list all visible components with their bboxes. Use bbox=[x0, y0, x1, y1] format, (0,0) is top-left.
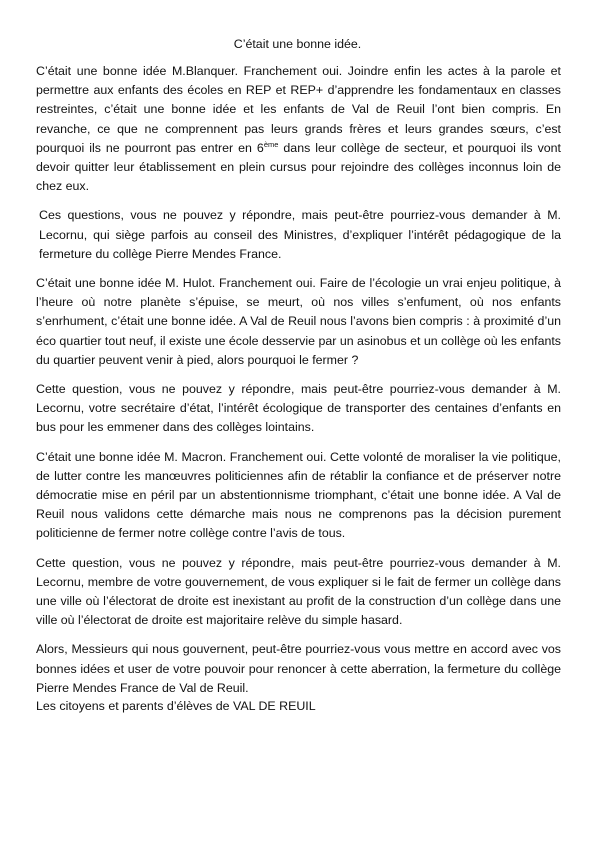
paragraph-question-politics: Cette question, vous ne pouvez y répondre, mais peut-être pourriez-vous demander à M. Lecornu, membre de votre gouvernement, de vous expliquer si le fait de fermer un collège dans une ville où l’électorat de droite est inexistant au profit de la construction d’un collège dans une ville où l’électorat de droite est majoritaire relève du simple hasard. bbox=[36, 555, 561, 628]
signature-line: Les citoyens et parents d’élèves de VAL DE REUIL bbox=[36, 699, 316, 713]
paragraph-hulot: C’était une bonne idée M. Hulot. Franchement oui. Faire de l’écologie un vrai enjeu politique, à l’heure où notre planète s’épuise, se meurt, où nos villes s’enfument, où nos enfants s’enrhument, c’était une bonne idée. A Val de Reuil nous l’avons bien compris : à proximité d’un éco quartier tout neuf, il existe une école desservie par un asinobus et un collège où les enfants du quartier peuvent venir à pied, alors pourquoi le fermer ? bbox=[36, 276, 561, 367]
paragraph-text: C’était une bonne idée M.Blanquer. Franchement oui. Joindre enfin les actes à la parole et permettre aux enfants des écoles en REP et REP+ d’apprendre les fondamentaux en classes restreintes, c’était une bonne idée et les enfants de Val de Reuil l’ont bien compris. En revanche, ce que ne comprennent pas leurs grands frères et leurs grandes sœurs, c’est pourquoi ils ne pourront pas entrer en 6 bbox=[36, 64, 561, 155]
paragraph-question-pedagogy: Ces questions, vous ne pouvez y répondre, mais peut-être pourriez-vous demander à M. Lecornu, qui siège parfois au conseil des Ministres, d’expliquer l’intérêt pédagogique de la fermeture du collège Pierre Mendes France. bbox=[39, 208, 561, 261]
document-body bbox=[36, 62, 561, 708]
document-title: C’était une bonne idée. bbox=[233, 37, 362, 51]
paragraph-blanquer bbox=[36, 62, 561, 196]
superscript-ordinal: ème bbox=[263, 139, 279, 149]
paragraph-conclusion: Alors, Messieurs qui nous gouvernent, peut-être pourriez-vous vous mettre en accord avec vos bonnes idées et user de votre pouvoir pour renoncer à cette aberration, la fermeture du collège Pierre Mendes France de Val de Reuil. bbox=[36, 642, 561, 695]
paragraph-question-ecology: Cette question, vous ne pouvez y répondre, mais peut-être pourriez-vous demander à M. Lecornu, votre secrétaire d’état, l’intérêt écologique de transporter des centaines d’enfants en bus pour les emmener dans des collèges lointains. bbox=[36, 382, 561, 435]
paragraph-text: dans leur collège de secteur, et pourquoi ils vont devoir quitter leur établissement en plein cursus pour rejoindre des collèges inconnus loin de chez eux. bbox=[36, 140, 561, 194]
paragraph-macron: C’était une bonne idée M. Macron. Franchement oui. Cette volonté de moraliser la vie politique, de lutter contre les manœuvres politiciennes afin de rétablir la confiance et de préserver notre démocratie mise en péril par un abstentionnisme triomphant, c’était une bonne idée. A Val de Reuil nous validons cette démarche mais nous ne comprenons pas la décision purement politicienne de fermer notre collège contre l’avis de tous. bbox=[36, 449, 561, 541]
